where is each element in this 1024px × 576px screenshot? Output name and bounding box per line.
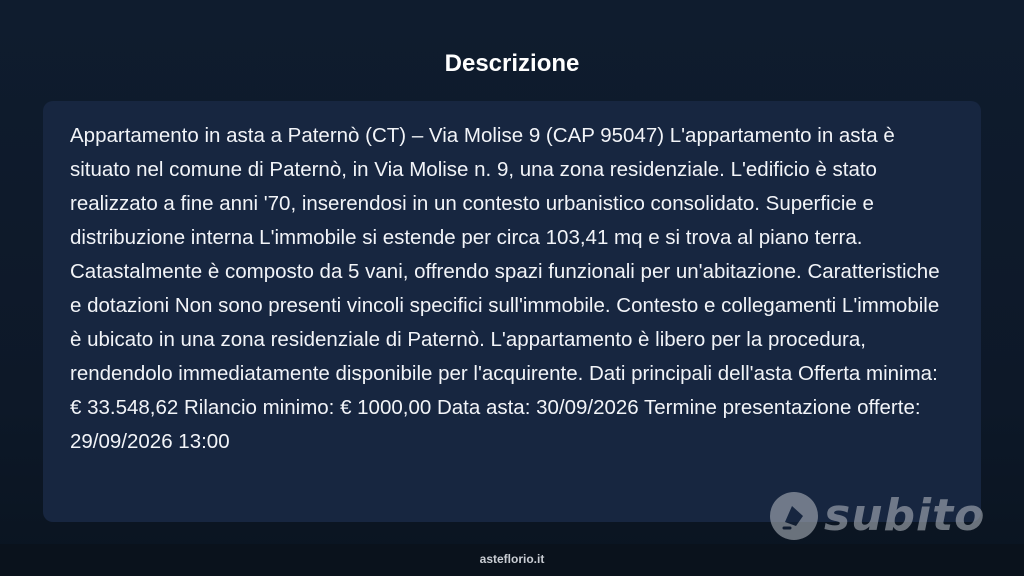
subito-watermark bbox=[770, 488, 985, 544]
watermark-text: subito bbox=[824, 490, 986, 541]
page-title: Descrizione bbox=[444, 50, 580, 77]
description-text: Appartamento in asta a Paternò (CT) – Via Molise 9 (CAP 95047) L'appartamento in asta è situato nel comune di Paternò, in Via Molise n. 9, una zona residenziale. L'edificio è stato realizzato a fine anni '70, inserendosi in un contesto urbanistico consolidato. Superficie e distribuzione interna L'immobile si estende per circa 103,41 mq e si trova al piano terra. Catastalmente è composto da 5 vani, offrendo spazi funzionali per un'abitazione. Caratteristiche e dotazioni Non sono presenti vincoli specifici sull'immobile. Contesto e collegamenti L'immobile è ubicato in una zona residenziale di Paternò. L'appartamento è libero per la procedura, rendendolo immediatamente disponibile per l'acquirente. Dati principali dell'asta Offerta minima: € 33.548,62 Rilancio minimo: € 1000,00 Data asta: 30/09/2026 Termine presentazione offerte: 29/09/2026 13:00 bbox=[70, 124, 940, 453]
subito-logo-icon bbox=[770, 492, 818, 540]
description-card bbox=[43, 101, 981, 522]
source-credit: asteflorio.it bbox=[479, 552, 545, 566]
